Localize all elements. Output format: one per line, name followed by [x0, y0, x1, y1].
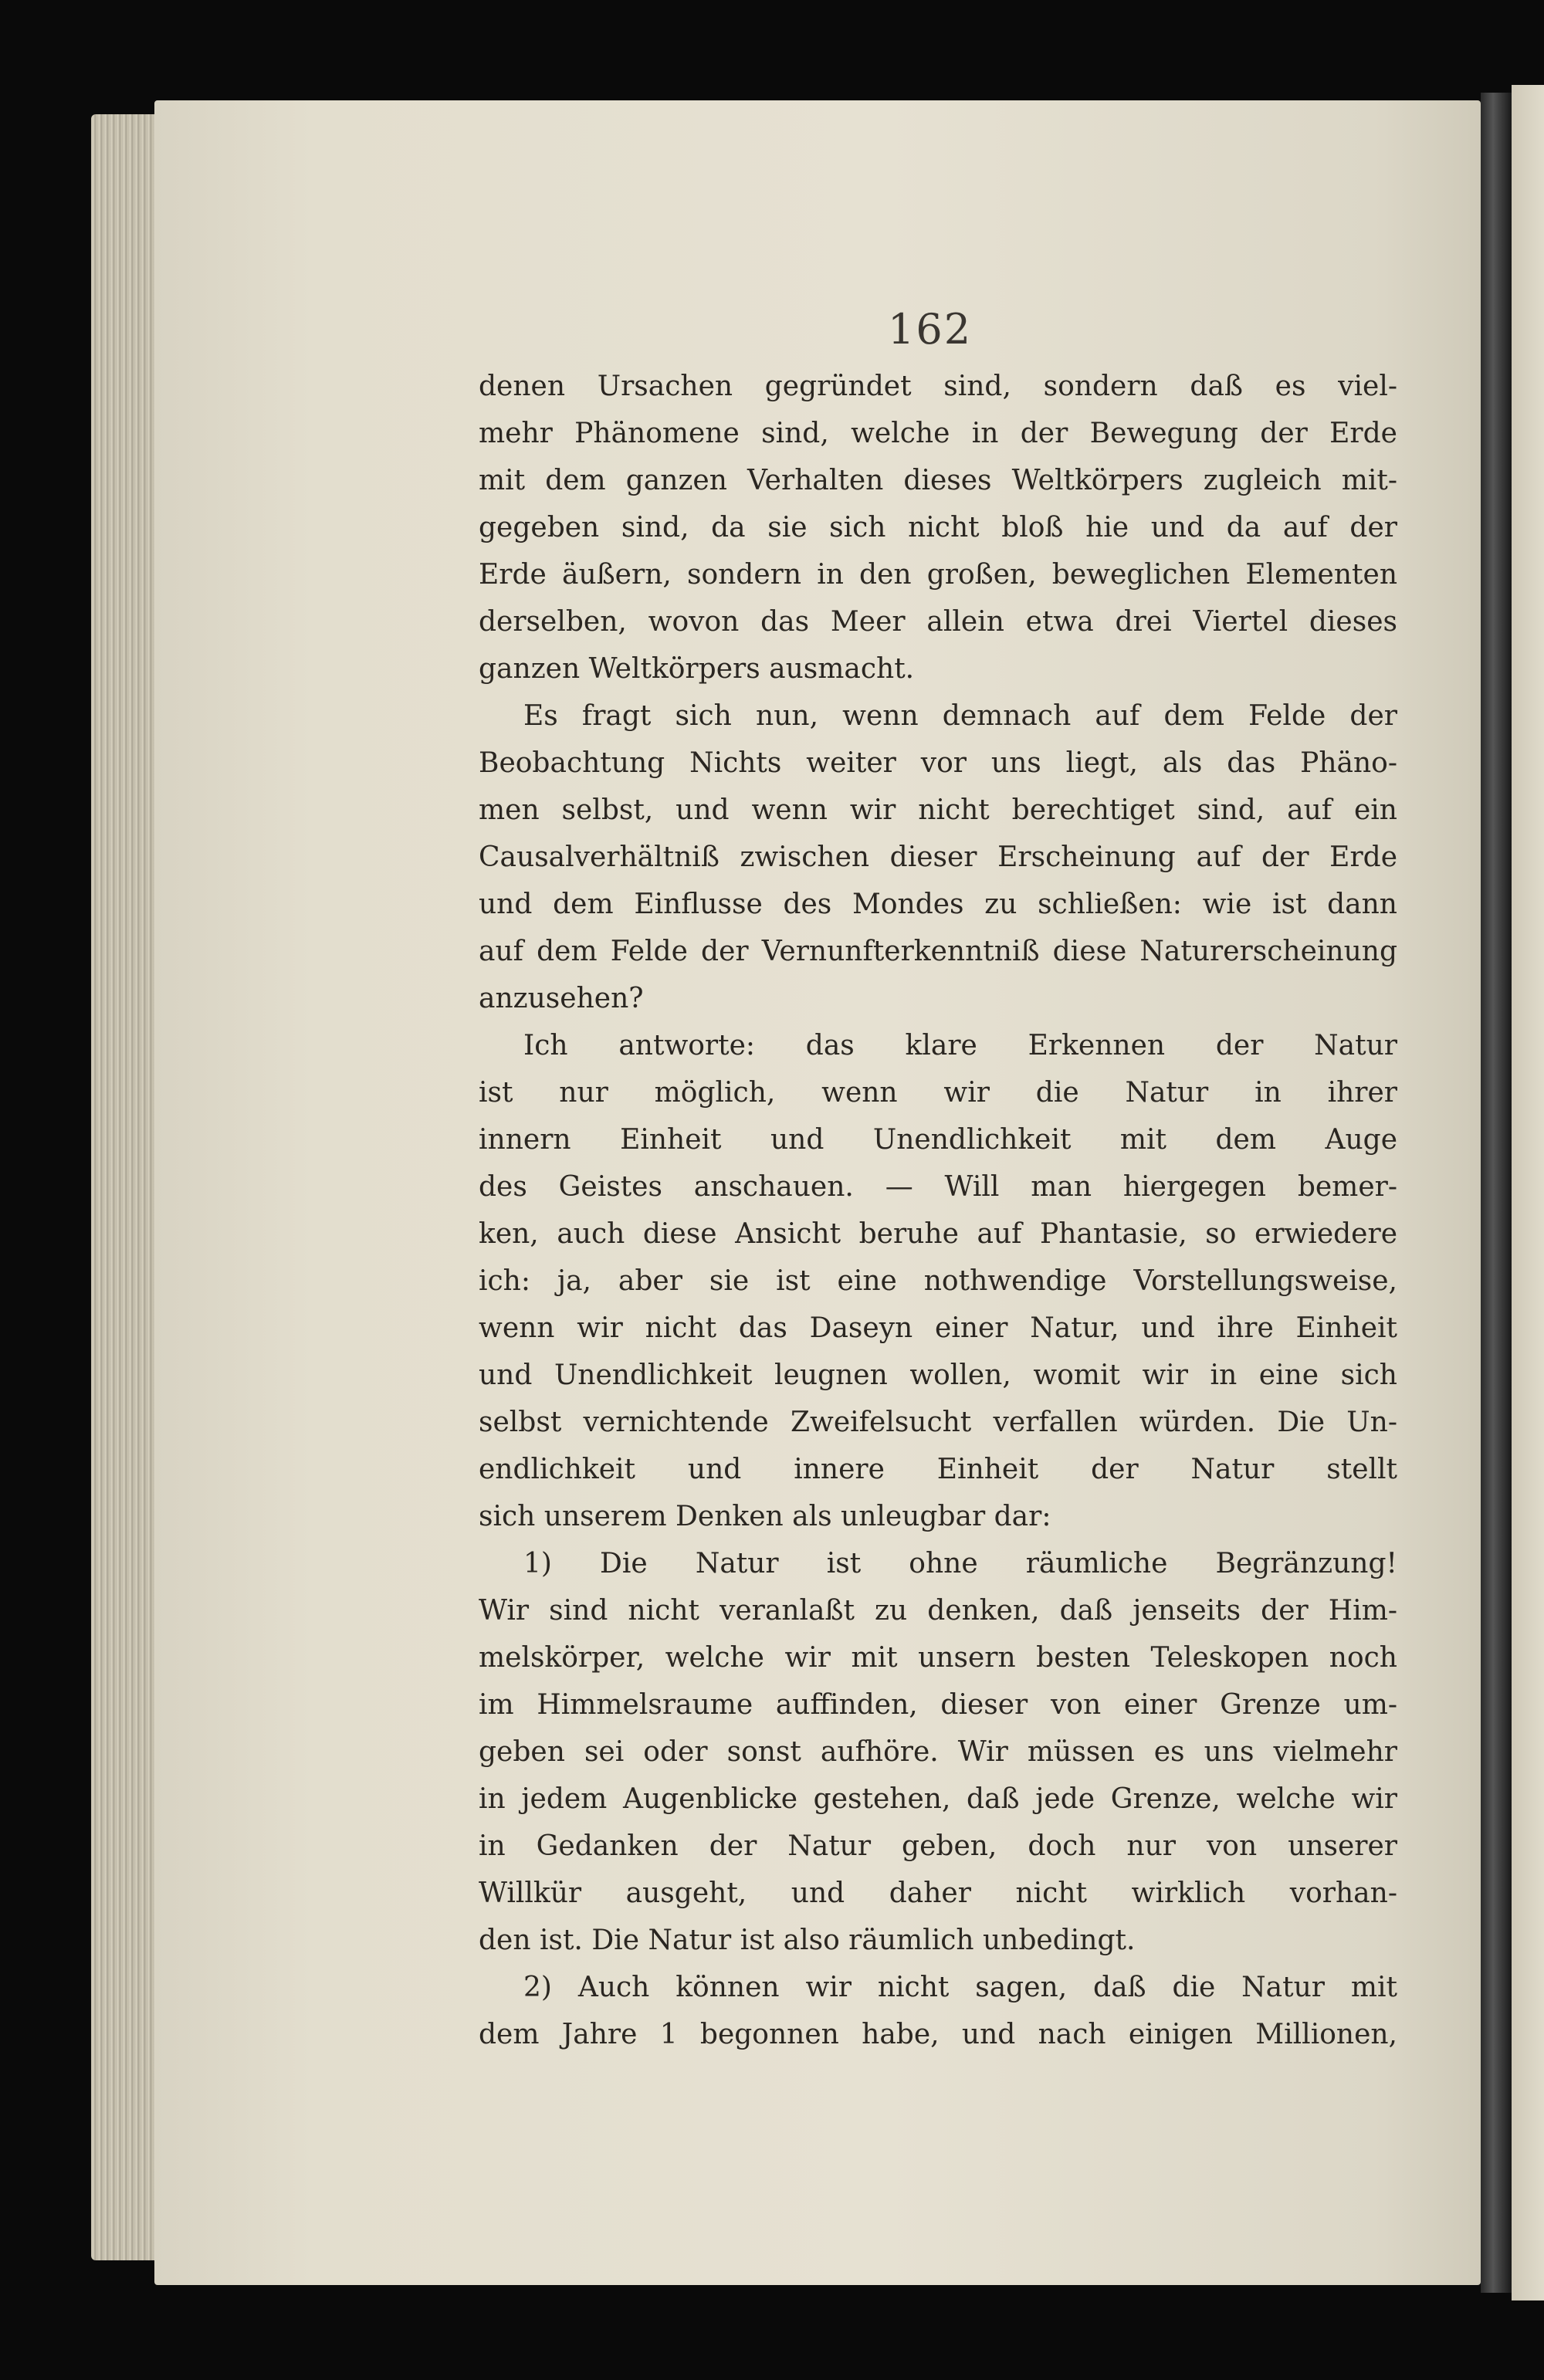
- text-line: mit dem ganzen Verhalten dieses Weltkörpers zugleich mit-: [479, 465, 1397, 496]
- text-line: melskörper, welche wir mit unsern besten Teleskopen noch: [479, 1642, 1397, 1674]
- text-line: wenn wir nicht das Daseyn einer Natur, und ihre Einheit: [479, 1312, 1397, 1344]
- book-page-edges: [91, 114, 161, 2260]
- text-line: Willkür ausgeht, und daher nicht wirklich vorhan-: [479, 1877, 1397, 1909]
- text-line: anzusehen?: [479, 983, 644, 1014]
- page-number: 162: [888, 305, 973, 354]
- text-line: im Himmelsraume auffinden, dieser von einer Grenze um-: [479, 1689, 1397, 1721]
- text-line: geben sei oder sonst aufhöre. Wir müssen es uns vielmehr: [479, 1736, 1397, 1768]
- text-line: den ist. Die Natur ist also räumlich unbedingt.: [479, 1925, 1136, 1956]
- text-line: innern Einheit und Unendlichkeit mit dem Auge: [479, 1124, 1397, 1156]
- text-line: in Gedanken der Natur geben, doch nur von unserer: [479, 1830, 1397, 1862]
- body-text: [479, 363, 1397, 2058]
- text-line: derselben, wovon das Meer allein etwa drei Viertel dieses: [479, 606, 1397, 638]
- text-line: men selbst, und wenn wir nicht berechtiget sind, auf ein: [479, 794, 1397, 826]
- text-line: auf dem Felde der Vernunfterkenntniß diese Naturerscheinung: [479, 936, 1397, 967]
- text-line: und Unendlichkeit leugnen wollen, womit wir in eine sich: [479, 1359, 1397, 1391]
- text-line: mehr Phänomene sind, welche in der Bewegung der Erde: [479, 418, 1397, 449]
- text-line: Ich antworte: das klare Erkennen der Natur: [523, 1030, 1397, 1061]
- text-line: Causalverhältniß zwischen dieser Erscheinung auf der Erde: [479, 841, 1397, 873]
- text-line: dem Jahre 1 begonnen habe, und nach einigen Millionen,: [479, 2019, 1397, 2050]
- text-line: Beobachtung Nichts weiter vor uns liegt, als das Phäno-: [479, 747, 1397, 779]
- book-gutter: [1481, 93, 1512, 2293]
- text-line: in jedem Augenblicke gestehen, daß jede Grenze, welche wir: [479, 1783, 1397, 1815]
- facing-page-edge: [1512, 85, 1544, 2300]
- text-line: selbst vernichtende Zweifelsucht verfallen würden. Die Un-: [479, 1407, 1397, 1438]
- text-line: sich unserem Denken als unleugbar dar:: [479, 1501, 1051, 1532]
- text-line: ist nur möglich, wenn wir die Natur in ihrer: [479, 1077, 1397, 1109]
- text-line: ganzen Weltkörpers ausmacht.: [479, 653, 915, 685]
- text-line: ich: ja, aber sie ist eine nothwendige Vorstellungsweise,: [479, 1265, 1397, 1297]
- text-line: und dem Einflusse des Mondes zu schließen: wie ist dann: [479, 889, 1397, 920]
- text-line: Wir sind nicht veranlaßt zu denken, daß jenseits der Him-: [479, 1595, 1397, 1627]
- text-line: des Geistes anschauen. — Will man hiergegen bemer-: [479, 1171, 1397, 1203]
- text-line: 1) Die Natur ist ohne räumliche Begränzung!: [523, 1548, 1397, 1579]
- text-line: 2) Auch können wir nicht sagen, daß die Natur mit: [523, 1972, 1397, 2003]
- text-line: Es fragt sich nun, wenn demnach auf dem Felde der: [523, 700, 1397, 732]
- text-line: gegeben sind, da sie sich nicht bloß hie und da auf der: [479, 512, 1397, 543]
- text-line: endlichkeit und innere Einheit der Natur stellt: [479, 1454, 1397, 1485]
- text-line: denen Ursachen gegründet sind, sondern daß es viel-: [479, 371, 1397, 402]
- text-line: Erde äußern, sondern in den großen, beweglichen Elementen: [479, 559, 1397, 591]
- text-line: ken, auch diese Ansicht beruhe auf Phantasie, so erwiedere: [479, 1218, 1397, 1250]
